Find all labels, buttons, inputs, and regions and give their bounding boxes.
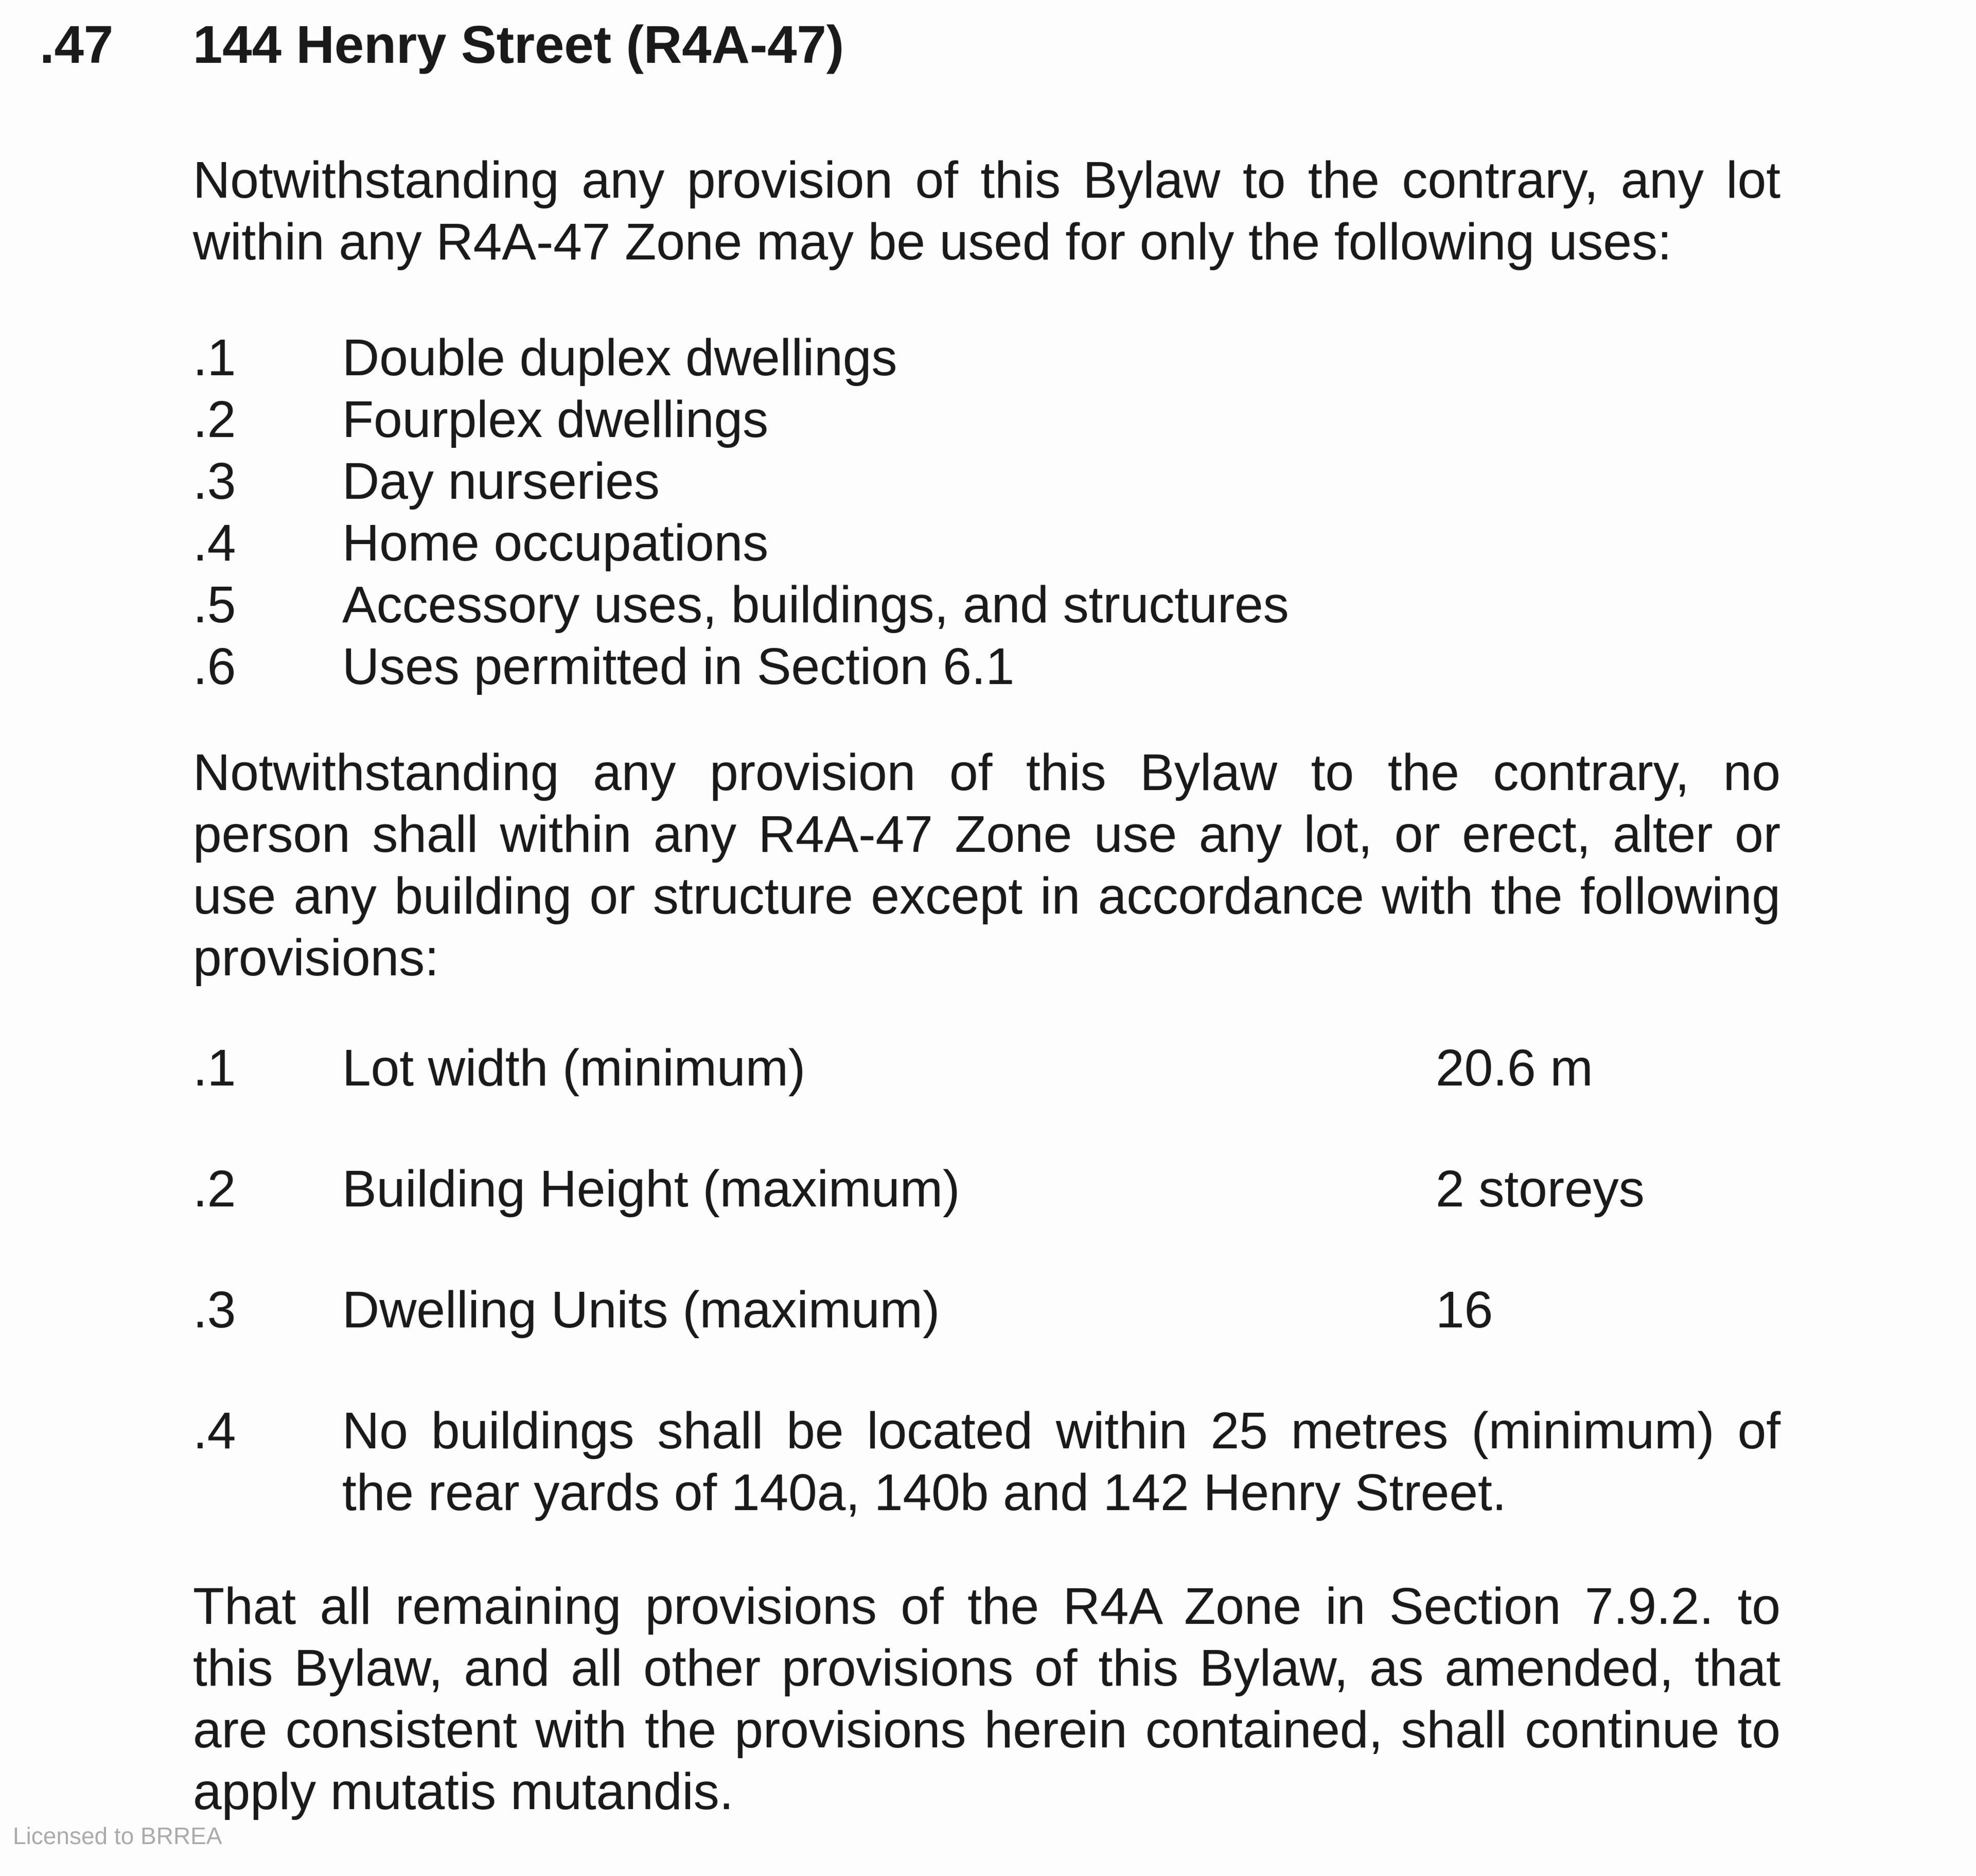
provision-number: .3: [193, 1281, 236, 1339]
permitted-uses-list: [0, 327, 1976, 697]
closing-paragraph: [193, 1575, 1780, 1822]
provision-row: [193, 1279, 1780, 1341]
list-item-number: .4: [193, 514, 236, 572]
provisions-intro-paragraph: [193, 742, 1780, 989]
provision-row: [193, 1400, 1976, 1523]
provision-value: 2 storeys: [1436, 1160, 1645, 1218]
list-item-number: .1: [193, 329, 236, 387]
provision-text-line: No buildings shall be located within 25 metres (minimum) of: [342, 1402, 1780, 1460]
provisions-intro-line: provisions:: [193, 929, 439, 987]
section-heading: [0, 13, 1976, 77]
page-title: 144 Henry Street (R4A-47): [193, 15, 844, 74]
provision-value: 20.6 m: [1436, 1039, 1593, 1097]
provisions-intro-line: use any building or structure except in accordance with the following: [193, 867, 1780, 925]
list-item: [193, 389, 1780, 450]
provisions-intro-line: person shall within any R4A-47 Zone use any lot, or erect, alter or: [193, 805, 1780, 863]
provision-value: 16: [1436, 1281, 1493, 1339]
list-item-text: Fourplex dwellings: [342, 391, 769, 448]
provision-row: [193, 1158, 1780, 1220]
provision-number: .2: [193, 1160, 236, 1218]
list-item-number: .3: [193, 452, 236, 510]
list-item-text: Day nurseries: [342, 452, 660, 510]
provision-row: [193, 1037, 1780, 1099]
provision-label: Building Height (maximum): [342, 1160, 960, 1218]
provision-label: Lot width (minimum): [342, 1039, 806, 1097]
provision-text: [342, 1400, 1780, 1523]
list-item: [193, 450, 1780, 512]
provision-number: .4: [193, 1402, 236, 1460]
provision-label: Dwelling Units (maximum): [342, 1281, 940, 1339]
closing-line: are consistent with the provisions herein contained, shall continue to: [193, 1701, 1780, 1759]
list-item: [193, 512, 1780, 574]
license-watermark: Licensed to BRREA: [13, 1822, 222, 1849]
intro-line: within any R4A-47 Zone may be used for only the following uses:: [193, 213, 1672, 271]
list-item: [193, 636, 1780, 697]
intro-paragraph: [193, 149, 1780, 273]
closing-line: this Bylaw, and all other provisions of this Bylaw, as amended, that: [193, 1639, 1780, 1697]
list-item-text: Double duplex dwellings: [342, 329, 897, 387]
closing-line: That all remaining provisions of the R4A Zone in Section 7.9.2. to: [193, 1577, 1780, 1635]
list-item-number: .2: [193, 391, 236, 448]
closing-line: apply mutatis mutandis.: [193, 1763, 734, 1820]
list-item: [193, 574, 1780, 636]
section-number: .47: [40, 15, 114, 74]
intro-line: Notwithstanding any provision of this Bylaw to the contrary, any lot: [193, 151, 1780, 209]
list-item-number: .5: [193, 576, 236, 634]
provisions-intro-line: Notwithstanding any provision of this Bylaw to the contrary, no: [193, 744, 1780, 801]
list-item-number: .6: [193, 638, 236, 695]
provision-text-line: the rear yards of 140a, 140b and 142 Henry Street.: [342, 1464, 1507, 1521]
list-item: [193, 327, 1780, 389]
provision-number: .1: [193, 1039, 236, 1097]
list-item-text: Home occupations: [342, 514, 769, 572]
list-item-text: Uses permitted in Section 6.1: [342, 638, 1015, 695]
list-item-text: Accessory uses, buildings, and structures: [342, 576, 1289, 634]
